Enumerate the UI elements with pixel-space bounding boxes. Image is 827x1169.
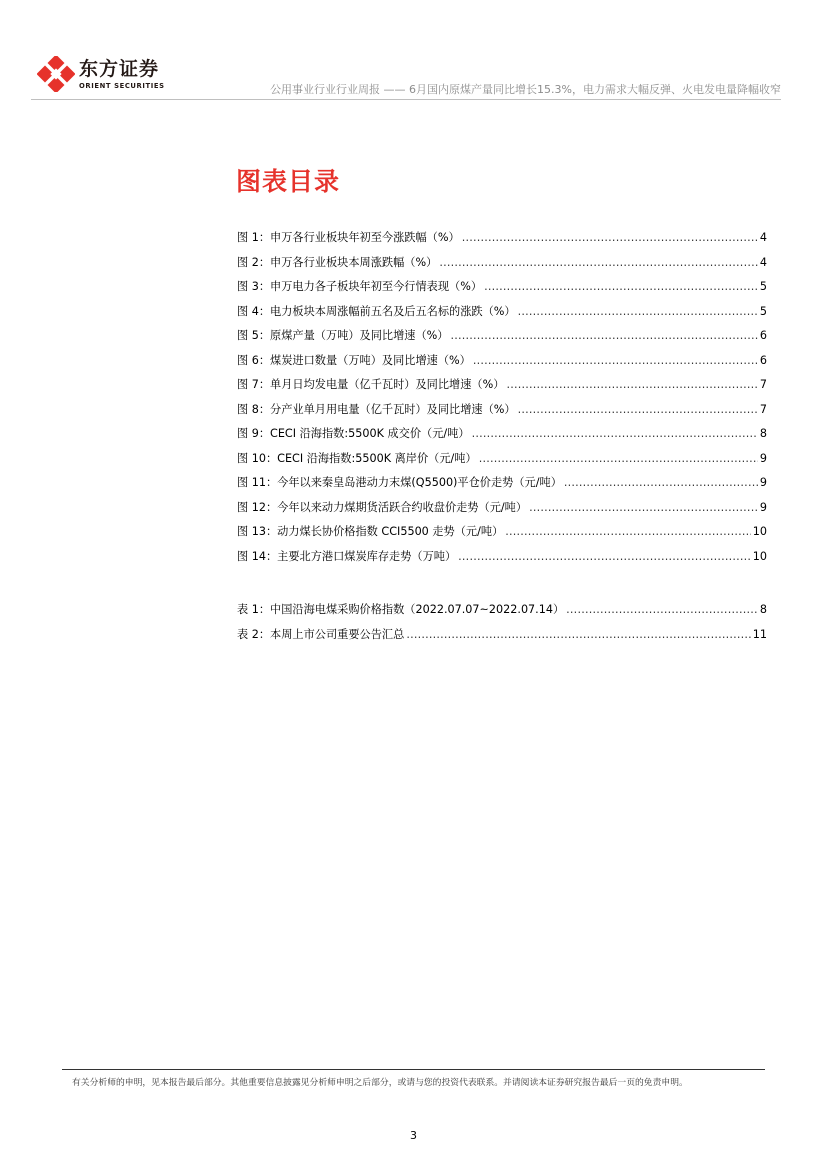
toc-dot-leader bbox=[506, 378, 757, 391]
toc-entry-page[interactable]: 11 bbox=[752, 627, 767, 641]
toc-dot-leader bbox=[406, 628, 750, 641]
toc-entry-page[interactable]: 9 bbox=[759, 476, 767, 489]
toc-entry-page[interactable]: 10 bbox=[752, 525, 767, 538]
toc-entry[interactable] bbox=[237, 278, 767, 303]
toc-entry-label[interactable]: 图 3：申万电力各子板块年初至今行情表现（%） bbox=[237, 280, 483, 293]
toc-dot-leader bbox=[566, 603, 758, 616]
toc-heading: 图表目录 bbox=[236, 167, 341, 196]
toc-entry[interactable] bbox=[237, 229, 767, 254]
toc-entry-page[interactable]: 9 bbox=[759, 451, 767, 465]
toc-dot-leader bbox=[473, 354, 758, 367]
toc-entry-label[interactable]: 表 2：本周上市公司重要公告汇总 bbox=[237, 627, 405, 641]
toc-entry-label[interactable]: 表 1：中国沿海电煤采购价格指数（2022.07.07~2022.07.14） bbox=[237, 603, 565, 616]
table-list bbox=[237, 601, 767, 650]
toc-entry[interactable] bbox=[237, 548, 767, 573]
brand-name-cn: 东方证券 bbox=[79, 58, 160, 80]
toc-dot-leader bbox=[518, 305, 758, 318]
toc-entry-page[interactable]: 7 bbox=[759, 378, 767, 391]
toc-entry-page[interactable]: 6 bbox=[759, 353, 767, 367]
toc-entry-page[interactable]: 7 bbox=[759, 402, 767, 416]
toc-entry-label[interactable]: 图 13：动力煤长协价格指数 CCI5500 走势（元/吨） bbox=[237, 525, 504, 538]
toc-entry[interactable] bbox=[237, 352, 767, 377]
toc-dot-leader bbox=[451, 329, 758, 342]
toc-entry[interactable] bbox=[237, 474, 767, 499]
toc-entry[interactable] bbox=[237, 499, 767, 524]
footer-divider bbox=[62, 1069, 765, 1070]
toc-entry-label[interactable]: 图 12：今年以来动力煤期货活跃合约收盘价走势（元/吨） bbox=[237, 500, 528, 514]
toc-entry[interactable] bbox=[237, 601, 767, 626]
toc-entry[interactable] bbox=[237, 376, 767, 401]
toc-entry[interactable] bbox=[237, 450, 767, 475]
toc-dot-leader bbox=[472, 427, 758, 440]
brand-name-en: ORIENT SECURITIES bbox=[79, 82, 165, 90]
toc-dot-leader bbox=[505, 525, 750, 538]
toc-dot-leader bbox=[439, 256, 758, 269]
toc-entry-label[interactable]: 图 6：煤炭进口数量（万吨）及同比增速（%） bbox=[237, 353, 471, 367]
toc-entry-label[interactable]: 图 2：申万各行业板块本周涨跌幅（%） bbox=[237, 255, 438, 269]
toc-dot-leader bbox=[479, 452, 758, 465]
toc-dot-leader bbox=[484, 280, 758, 293]
figure-list bbox=[237, 229, 767, 572]
page-header bbox=[0, 0, 827, 104]
page-number: 3 bbox=[410, 1129, 417, 1142]
orient-securities-logo bbox=[37, 52, 177, 96]
footer-disclaimer: 有关分析师的申明，见本报告最后部分。其他重要信息披露见分析师申明之后部分，或请与您的投资代表联系。并请阅读本证券研究报告最后一页的免责申明。 bbox=[72, 1078, 688, 1088]
toc-entry-label[interactable]: 图 1：申万各行业板块年初至今涨跌幅（%） bbox=[237, 231, 460, 244]
toc-entry[interactable] bbox=[237, 254, 767, 279]
toc-entry[interactable] bbox=[237, 303, 767, 328]
toc-entry-page[interactable]: 4 bbox=[759, 255, 767, 269]
toc-entry-label[interactable]: 图 8：分产业单月用电量（亿千瓦时）及同比增速（%） bbox=[237, 402, 516, 416]
toc-entry[interactable] bbox=[237, 626, 767, 651]
header-divider bbox=[31, 99, 781, 100]
toc-entry-page[interactable]: 5 bbox=[759, 304, 767, 318]
toc-entry-page[interactable]: 8 bbox=[759, 603, 767, 616]
toc-entry-page[interactable]: 9 bbox=[759, 500, 767, 514]
toc-entry-page[interactable]: 4 bbox=[759, 231, 767, 244]
toc-entry-label[interactable]: 图 9：CECI 沿海指数:5500K 成交价（元/吨） bbox=[237, 427, 470, 440]
toc-entry-label[interactable]: 图 7：单月日均发电量（亿千瓦时）及同比增速（%） bbox=[237, 378, 505, 391]
report-title: 公用事业行业行业周报 —— 6月国内原煤产量同比增长15.3%，电力需求大幅反弹、火电发电量降幅收窄 bbox=[270, 83, 781, 96]
toc-entry[interactable] bbox=[237, 327, 767, 352]
toc-entry-page[interactable]: 6 bbox=[759, 329, 767, 342]
toc-dot-leader bbox=[529, 501, 758, 514]
toc-dot-leader bbox=[462, 231, 758, 244]
toc-dot-leader bbox=[458, 550, 751, 563]
toc-dot-leader bbox=[518, 403, 758, 416]
toc-entry-page[interactable]: 8 bbox=[759, 427, 767, 440]
toc-entry[interactable] bbox=[237, 401, 767, 426]
toc-entry-label[interactable]: 图 11：今年以来秦皇岛港动力末煤(Q5500)平仓价走势（元/吨） bbox=[237, 476, 562, 489]
toc-entry-label[interactable]: 图 5：原煤产量（万吨）及同比增速（%） bbox=[237, 329, 449, 342]
toc-dot-leader bbox=[564, 476, 758, 489]
toc-entry[interactable] bbox=[237, 523, 767, 548]
toc-entry-label[interactable]: 图 10：CECI 沿海指数:5500K 离岸价（元/吨） bbox=[237, 451, 477, 465]
toc-entry-label[interactable]: 图 14：主要北方港口煤炭库存走势（万吨） bbox=[237, 549, 457, 563]
toc-entry-page[interactable]: 5 bbox=[759, 280, 767, 293]
logo-mark-icon bbox=[37, 56, 75, 92]
toc-entry-page[interactable]: 10 bbox=[752, 549, 767, 563]
toc-entry-label[interactable]: 图 4：电力板块本周涨幅前五名及后五名标的涨跌（%） bbox=[237, 304, 516, 318]
toc-entry[interactable] bbox=[237, 425, 767, 450]
